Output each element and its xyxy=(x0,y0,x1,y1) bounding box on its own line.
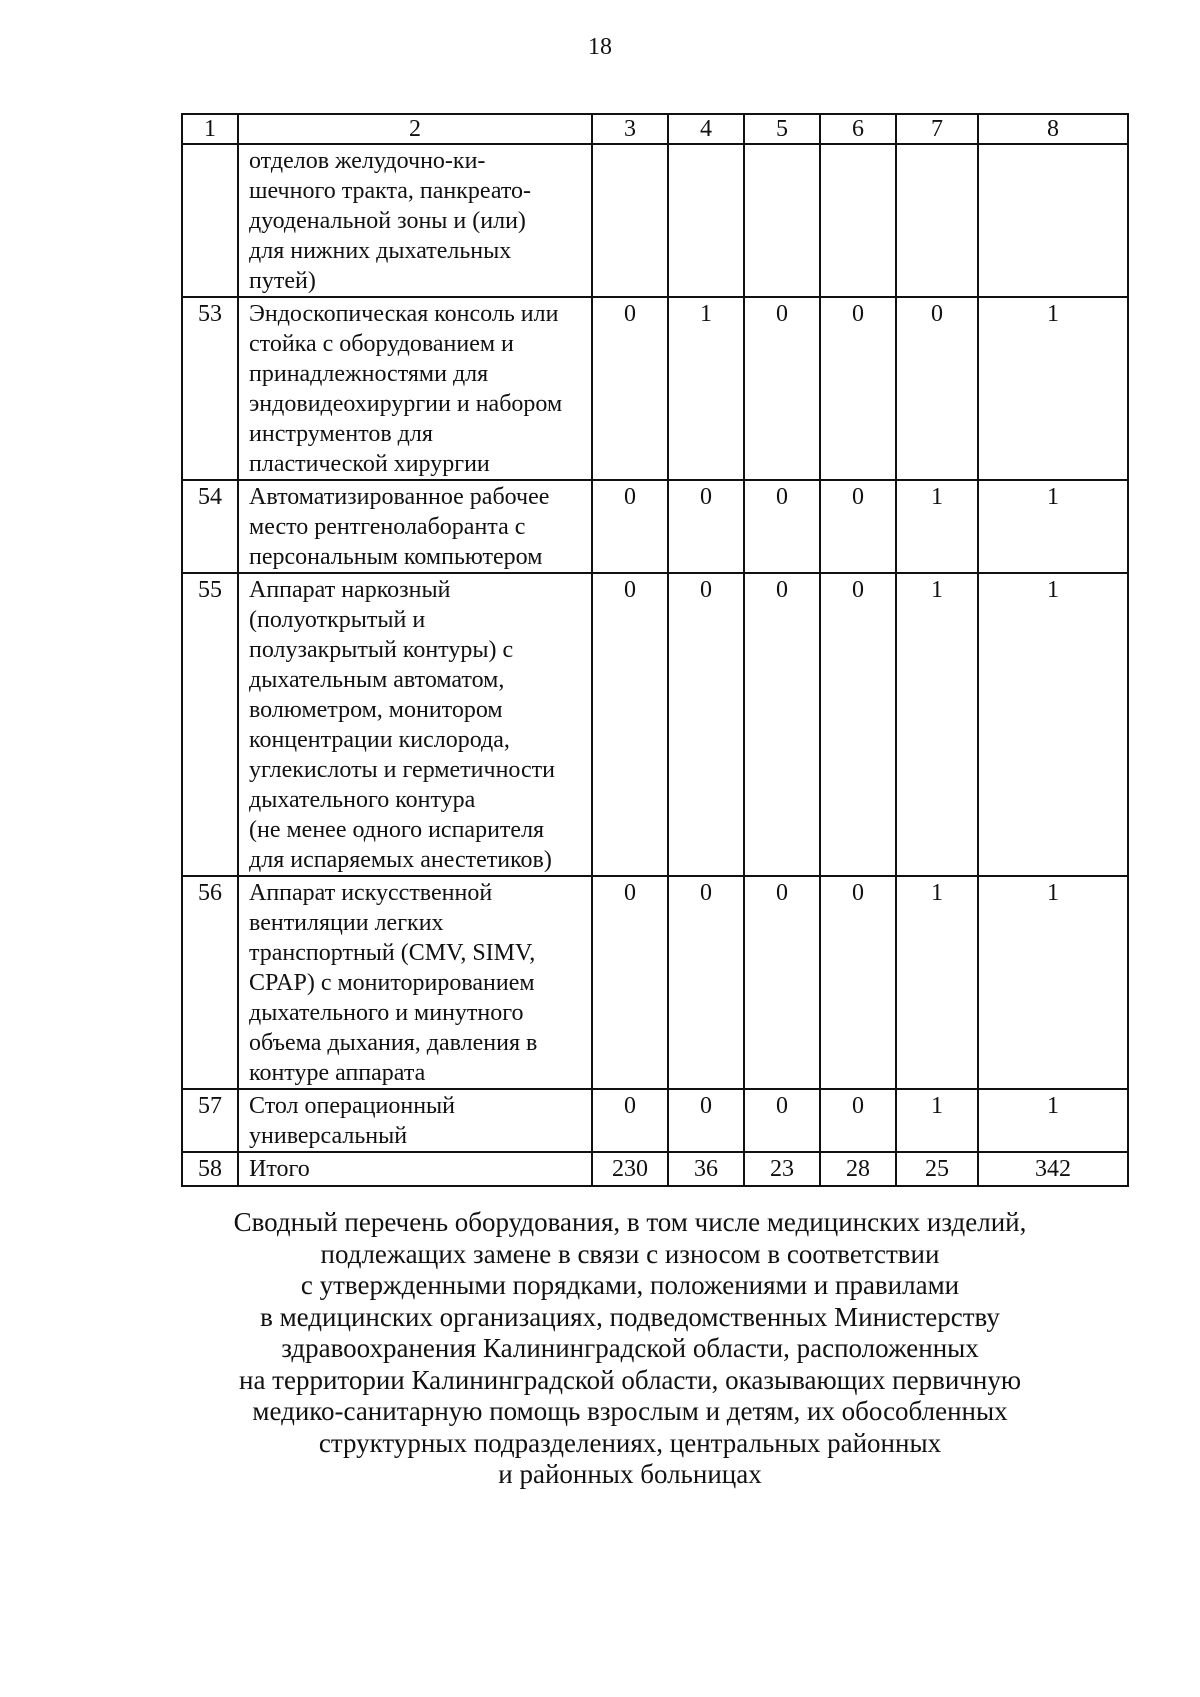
equipment-name-line: контуре аппарата xyxy=(249,1060,426,1086)
table-row xyxy=(182,1152,1128,1186)
summary-title-line: здравоохранения Калининградской области, расположенных xyxy=(281,1333,979,1363)
summary-title-line: и районных больницах xyxy=(498,1459,762,1489)
table-row xyxy=(182,297,1128,480)
row-number: 56 xyxy=(182,876,238,1089)
equipment-name xyxy=(238,297,592,480)
table-row xyxy=(182,1089,1128,1152)
equipment-name-line: принадлежностями для xyxy=(249,361,489,387)
equipment-name-line: (полуоткрытый и xyxy=(249,607,426,633)
quantity-cell: 1 xyxy=(978,573,1128,876)
quantity-cell xyxy=(820,144,896,297)
row-number: 54 xyxy=(182,480,238,573)
quantity-cell xyxy=(744,144,820,297)
quantity-cell: 0 xyxy=(668,480,744,573)
equipment-name-line: (не менее одного испарителя xyxy=(249,817,545,843)
quantity-cell: 0 xyxy=(744,573,820,876)
summary-title-line: в медицинских организациях, подведомственных Министерству xyxy=(260,1301,1000,1332)
equipment-name-line: для нижних дыхательных xyxy=(249,238,512,264)
summary-title-line: медико-санитарную помощь взрослым и детям, их обособленных xyxy=(252,1396,1008,1426)
equipment-name-line: вентиляции легких xyxy=(249,910,444,936)
quantity-cell: 0 xyxy=(668,876,744,1089)
column-number-row xyxy=(182,114,1128,144)
equipment-name xyxy=(238,1152,592,1186)
table-row xyxy=(182,480,1128,573)
equipment-name-line: волюметром, монитором xyxy=(249,697,503,723)
equipment-table xyxy=(181,113,1129,1187)
column-header: 2 xyxy=(238,114,592,144)
quantity-cell: 0 xyxy=(744,297,820,480)
equipment-name-line: Аппарат искусственной xyxy=(249,880,493,906)
equipment-name-line: концентрации кислорода, xyxy=(249,727,510,753)
equipment-name-line: стойка с оборудованием и xyxy=(249,331,514,357)
quantity-cell: 0 xyxy=(896,297,978,480)
equipment-name-line: углекислоты и герметичности xyxy=(249,757,556,783)
quantity-cell: 0 xyxy=(820,573,896,876)
equipment-name xyxy=(238,876,592,1089)
equipment-name-line: отделов желудочно-ки- xyxy=(249,148,486,174)
column-header: 8 xyxy=(978,114,1128,144)
summary-title-line: структурных подразделениях, центральных районных xyxy=(318,1427,942,1458)
equipment-name-line: транспортный (CMV, SIMV, xyxy=(249,940,536,966)
row-number: 57 xyxy=(182,1089,238,1152)
equipment-name-line: персональным компьютером xyxy=(249,544,543,570)
equipment-name-line: дыхательного контура xyxy=(249,787,476,813)
equipment-name xyxy=(238,144,592,297)
quantity-cell: 230 xyxy=(592,1152,668,1186)
equipment-name-line: Итого xyxy=(249,1156,310,1182)
equipment-name-line: Аппарат наркозный xyxy=(249,577,451,603)
equipment-name-line: дыхательным автоматом, xyxy=(249,667,505,693)
equipment-name-line: Стол операционный xyxy=(249,1093,456,1119)
summary-title xyxy=(150,1207,1110,1491)
quantity-cell: 0 xyxy=(820,1089,896,1152)
quantity-cell: 0 xyxy=(592,480,668,573)
table-row xyxy=(182,144,1128,297)
equipment-name-line: CPAP) с мониторированием xyxy=(249,970,535,996)
quantity-cell: 0 xyxy=(592,573,668,876)
equipment-name xyxy=(238,480,592,573)
equipment-name-line: инструментов для xyxy=(249,421,433,447)
equipment-name-line: Автоматизированное рабочее xyxy=(249,484,550,510)
quantity-cell: 0 xyxy=(820,480,896,573)
quantity-cell: 1 xyxy=(896,1089,978,1152)
equipment-name-line: пластической хирургии xyxy=(249,451,490,477)
column-header: 7 xyxy=(896,114,978,144)
quantity-cell: 36 xyxy=(668,1152,744,1186)
quantity-cell xyxy=(896,144,978,297)
quantity-cell: 0 xyxy=(592,297,668,480)
quantity-cell: 342 xyxy=(978,1152,1128,1186)
equipment-name xyxy=(238,573,592,876)
quantity-cell: 23 xyxy=(744,1152,820,1186)
quantity-cell: 0 xyxy=(744,876,820,1089)
quantity-cell: 0 xyxy=(744,480,820,573)
row-number: 58 xyxy=(182,1152,238,1186)
equipment-name-line: объема дыхания, давления в xyxy=(249,1030,538,1056)
column-header: 3 xyxy=(592,114,668,144)
column-header: 1 xyxy=(182,114,238,144)
column-header: 6 xyxy=(820,114,896,144)
equipment-name xyxy=(238,1089,592,1152)
table-row xyxy=(182,573,1128,876)
equipment-name-line: путей) xyxy=(249,268,316,294)
summary-title-line: Сводный перечень оборудования, в том числе медицинских изделий, xyxy=(233,1207,1027,1237)
equipment-name-line: эндовидеохирургии и набором xyxy=(249,391,563,417)
page-number: 18 xyxy=(588,34,612,60)
quantity-cell: 28 xyxy=(820,1152,896,1186)
summary-title-line: на территории Калининградской области, оказывающих первичную xyxy=(239,1364,1021,1395)
row-number: 55 xyxy=(182,573,238,876)
quantity-cell: 0 xyxy=(592,1089,668,1152)
column-header: 5 xyxy=(744,114,820,144)
quantity-cell: 0 xyxy=(744,1089,820,1152)
summary-title-line: подлежащих замене в связи с износом в соответствии xyxy=(320,1238,940,1269)
equipment-name-line: дыхательного и минутного xyxy=(249,1000,524,1026)
equipment-name-line: универсальный xyxy=(249,1123,408,1149)
row-number: 53 xyxy=(182,297,238,480)
quantity-cell xyxy=(978,144,1128,297)
column-header: 4 xyxy=(668,114,744,144)
quantity-cell: 0 xyxy=(668,573,744,876)
quantity-cell: 1 xyxy=(978,480,1128,573)
quantity-cell xyxy=(592,144,668,297)
table-row xyxy=(182,876,1128,1089)
summary-title-line: с утвержденными порядками, положениями и правилами xyxy=(300,1270,960,1300)
quantity-cell: 1 xyxy=(896,573,978,876)
quantity-cell: 1 xyxy=(668,297,744,480)
row-number xyxy=(182,144,238,297)
quantity-cell: 1 xyxy=(978,876,1128,1089)
quantity-cell: 1 xyxy=(896,876,978,1089)
quantity-cell: 0 xyxy=(820,297,896,480)
quantity-cell: 0 xyxy=(668,1089,744,1152)
equipment-name-line: место рентгенолаборанта с xyxy=(249,514,526,540)
table-body xyxy=(182,144,1128,1186)
equipment-name-line: полузакрытый контуры) с xyxy=(249,637,514,663)
quantity-cell: 1 xyxy=(978,1089,1128,1152)
quantity-cell: 1 xyxy=(978,297,1128,480)
quantity-cell: 0 xyxy=(820,876,896,1089)
equipment-name-line: для испаряемых анестетиков) xyxy=(249,847,552,873)
quantity-cell xyxy=(668,144,744,297)
equipment-name-line: шечного тракта, панкреато- xyxy=(249,178,532,204)
equipment-name-line: Эндоскопическая консоль или xyxy=(249,301,559,327)
quantity-cell: 0 xyxy=(592,876,668,1089)
quantity-cell: 1 xyxy=(896,480,978,573)
equipment-name-line: дуоденальной зоны и (или) xyxy=(249,208,526,234)
quantity-cell: 25 xyxy=(896,1152,978,1186)
